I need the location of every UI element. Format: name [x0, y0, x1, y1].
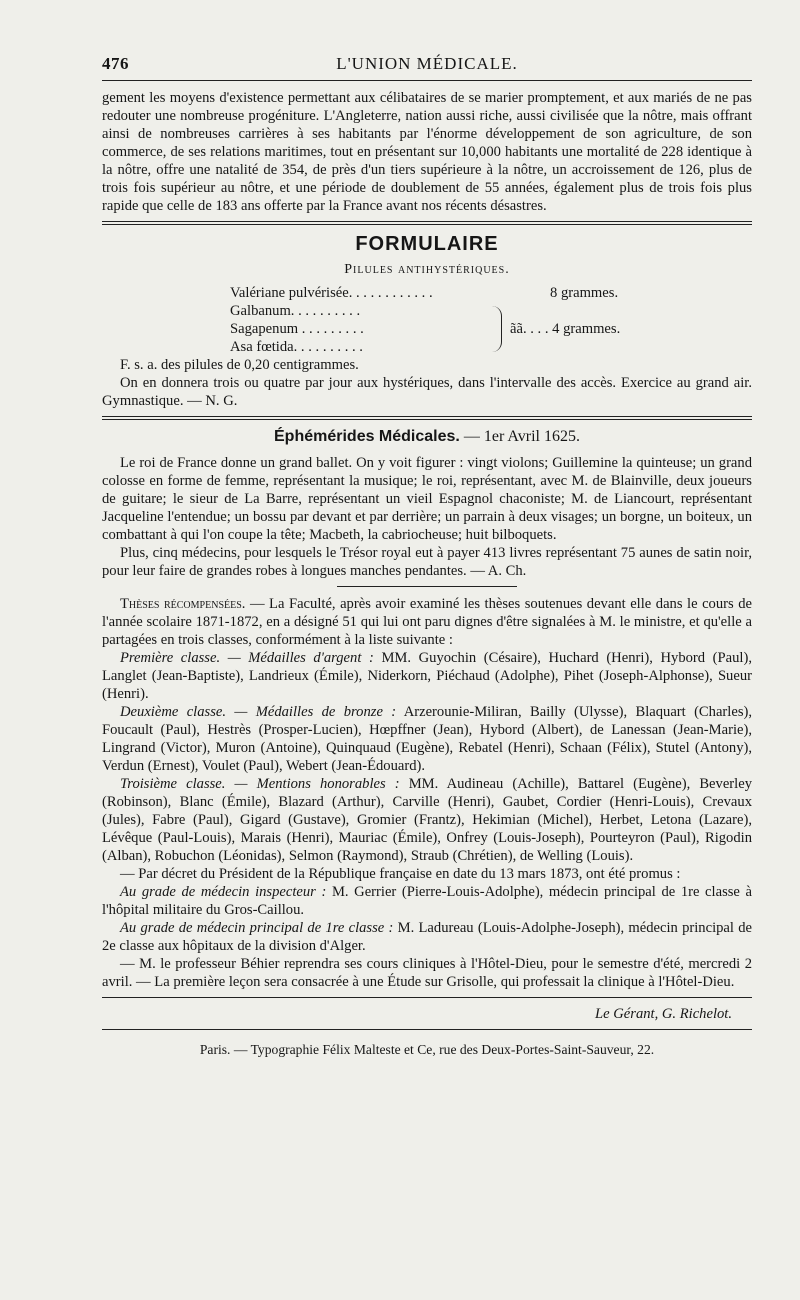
recipe-instruction: F. s. a. des pilules de 0,20 centigrammes.	[120, 357, 359, 373]
recipe-block	[230, 284, 660, 356]
footer-divider	[102, 1029, 752, 1030]
formulaire-title: FORMULAIRE	[355, 233, 499, 255]
footer-divider	[102, 997, 752, 998]
decree-intro: — Par décret du Président de la République française en date du 13 mars 1873, ont été promus :	[120, 866, 681, 882]
recipe-ingredient: Asa fœtida. . . . . . . . . .	[230, 339, 363, 355]
short-divider	[337, 586, 517, 587]
recipe-quantity: 8 grammes.	[550, 285, 619, 301]
class-names: Arzerounie-Miliran, Bailly (Ulysse), Blaquart (Charles), Foucault (Paul), Hestrès (Prosper-Lucien), Hœpffner (Jean), Hybord (Albert), de Lanessan (Jean-Marie), Lingrand (Victor), Muron (Antoine), Quinquaud (Eugène), Rebatel (Henri), Schaan (Félix), Stutel (Antony), Verdun (Ernest), Voulet (Paul), Webert (Jean-Édouard).	[102, 704, 753, 774]
class-label: Troisième classe. — Mentions honorables :	[120, 776, 400, 792]
page-number: 476	[102, 54, 129, 73]
signature	[102, 1006, 752, 1023]
class-label: Première classe. — Médailles d'argent :	[120, 650, 374, 666]
recipe-ingredient: Sagapenum . . . . . . . . .	[230, 321, 364, 337]
class-label: Deuxième classe. — Médailles de bronze :	[120, 704, 397, 720]
section-divider	[102, 221, 752, 225]
ephemerides-date: — 1er Avril 1625.	[463, 428, 580, 445]
decree-line-2	[102, 919, 752, 955]
journal-title: L'UNION MÉDICALE.	[336, 54, 518, 73]
section-divider	[102, 416, 752, 420]
ephemerides-title: Éphémérides Médicales.	[274, 428, 460, 445]
intro-paragraph: gement les moyens d'existence permettant aux célibataires de se marier promptement, et aux mariés de ne pas redouter une nombreuse progéniture. L'Angleterre, nation aussi riche, aussi civilisée que la nôtre, mais offrant ainsi de nombreuses carrières à ses habitants par l'énorme développement de son agriculture, de son commerce, de ses relations maritimes, tout en présentant sur 10,000 habitants une mortalité de 228 identique à la nôtre, offre une natalité de 354, de près d'un tiers supérieure à la nôtre, un accroissement de 126, plus de trois fois supérieur au nôtre, et une période de doublement de 55 années, également plus de trois fois plus rapide que celle de 183 ans offerte par la France avant nos récents désastres.	[102, 90, 752, 214]
recipe-row	[230, 284, 660, 302]
ephemerides-heading	[102, 428, 752, 446]
signature-text: Le Gérant, G. Richelot.	[595, 1006, 732, 1022]
grade-label: Au grade de médecin inspecteur :	[120, 884, 327, 900]
ephemerides-paragraph: Le roi de France donne un grand ballet. On y voit figurer : vingt violons; Guillemine la quinteuse; un grand colosse en forme de femme, représentant la musique; le roi, représentant, avec M. de Blainville, deux joueurs de guitare; le sieur de La Barre, représentant un vieil Espagnol chaconiste; M. de Liancourt, représentant Jacqueline l'entendue; un bossu par devant et par derrière; un parrain à deux visages; un borgne, un boiteux, un combattant à qui l'on coupe la tête; Macbeth, la cabriocheuse; huit bilboquets.	[102, 455, 752, 543]
behier-notice: — M. le professeur Béhier reprendra ses cours cliniques à l'Hôtel-Dieu, pour le semestre d'été, mercredi 2 avril. — La première leçon sera consacrée à une Étude sur Grisolle, qui professait la clinique à l'Hôtel-Dieu.	[102, 956, 752, 990]
theses-lead: Thèses récompensées.	[120, 596, 246, 612]
class-names: MM. Audineau (Achille), Battarel (Eugène), Beverley (Robinson), Blanc (Émile), Blazard (Arthur), Carville (Henri), Gaubet, Cordier (Henri-Louis), Crevaux (Jules), Fabre (Paul), Gigard (Gustave), Gromier (Frantz), Hekimian (Michel), Herbet, Letona (Lazare), Lévêque (Paul-Louis), Marais (Henri), Mauriac (Émile), Onfrey (Louis-Joseph), Pourteyron (Paul), Rigodin (Alban), Robuchon (Léonidas), Selmon (Raymond), Straub (Chrétien), de Welling (Louis).	[102, 776, 752, 864]
theses-intro: — La Faculté, après avoir examiné les thèses soutenues devant elle dans le cours de l'année scolaire 1871-1872, en a désigné 51 qui lui ont paru dignes d'être signalées à M. le ministre, et qu'elle a partagées en trois classes, conformément à la liste suivante :	[102, 596, 752, 648]
theses-paragraph	[102, 595, 752, 649]
formulaire-subtitle: Pilules antihystériques.	[344, 262, 510, 277]
decree-line-1	[102, 883, 752, 919]
recipe-dosage: On en donnera trois ou quatre par jour aux hystériques, dans l'intervalle des accès. Exercice au grand air. Gymnastique. — N. G.	[102, 375, 752, 409]
recipe-group	[230, 302, 660, 356]
grade-text: M. Gerrier (Pierre-Louis-Adolphe), médecin principal de 1re classe à l'hôpital militaire du Gros-Caillou.	[102, 884, 752, 918]
recipe-group-quantity: ãã. . . . 4 grammes.	[510, 321, 621, 337]
imprint: Paris. — Typographie Félix Malteste et Ce, rue des Deux-Portes-Saint-Sauveur, 22.	[199, 1042, 655, 1057]
ephemerides-paragraph: Plus, cinq médecins, pour lesquels le Trésor royal eut à payer 413 livres représentant 75 aunes de satin noir, pour leur faire de grandes robes à longues manches pendantes. — A. Ch.	[102, 545, 752, 579]
grade-label: Au grade de médecin principal de 1re classe :	[120, 920, 394, 936]
class-names: MM. Guyochin (Césaire), Huchard (Henri), Hybord (Paul), Langlet (Jean-Baptiste), Landrieux (Émile), Niderkorn, Piéchaud (Adolphe), Pihet (Joseph-Alphonse), Sueur (Henri).	[102, 650, 752, 702]
recipe-ingredient: Valériane pulvérisée. . . . . . . . . . . .	[230, 285, 433, 301]
grade-text: M. Ladureau (Louis-Adolphe-Joseph), médecin principal de 2e classe aux hôpitaux de la division d'Alger.	[102, 920, 752, 954]
running-head	[102, 54, 752, 81]
theses-class-3	[102, 775, 752, 865]
theses-class-2	[102, 703, 752, 775]
theses-class-1	[102, 649, 752, 703]
recipe-ingredient: Galbanum. . . . . . . . . .	[230, 303, 361, 319]
recipe-brace	[483, 306, 502, 352]
